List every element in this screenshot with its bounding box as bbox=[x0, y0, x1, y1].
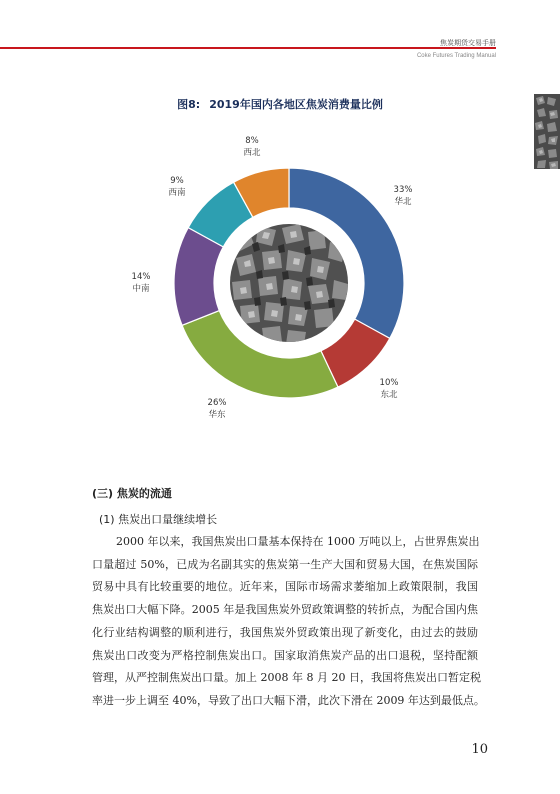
label-xibei-value: 8% bbox=[245, 136, 259, 146]
coke-photo bbox=[229, 223, 349, 344]
label-huadong-value: 26% bbox=[207, 398, 227, 408]
paragraph-line: 管理，从严控制焦炭出口量。加上 2008 年 8 月 20 日，我国将焦炭出口暂定税 bbox=[92, 671, 481, 685]
paragraph-line: 贸易中具有比较重要的地位。近年来，国际市场需求萎缩加上政策限制，我国 bbox=[92, 580, 478, 594]
figure-number: 图8: bbox=[177, 98, 201, 111]
figure-caption: 2019年国内各地区焦炭消费量比例 bbox=[209, 98, 383, 111]
paragraph-line: 化行业结构调整的顺利进行，我国焦炭外贸政策出现了新变化，由过去的鼓励 bbox=[92, 625, 478, 639]
label-xinan-value: 9% bbox=[170, 176, 184, 186]
body-paragraph bbox=[92, 531, 485, 713]
paragraph-line: 口量超过 50%，已成为名副其实的焦炭第一生产大国和贸易大国，在焦炭国际 bbox=[92, 557, 478, 571]
label-huadong-name: 华东 bbox=[208, 410, 226, 420]
label-huabei-value: 33% bbox=[393, 185, 413, 195]
label-dongbei bbox=[380, 378, 399, 400]
paragraph-line: 焦炭出口改变为严格控制焦炭出口。国家取消焦炭产品的出口退税，坚持配额 bbox=[92, 648, 478, 662]
label-dongbei-value: 10% bbox=[379, 378, 399, 388]
label-zhongnan-name: 中南 bbox=[132, 284, 150, 294]
label-xinan-name: 西南 bbox=[168, 188, 186, 198]
label-xinan bbox=[168, 176, 186, 198]
label-huabei-name: 华北 bbox=[394, 197, 412, 207]
subsection-heading: (1) 焦炭出口量继续增长 bbox=[99, 513, 218, 526]
paragraph-line: 2000 年以来，我国焦炭出口量基本保持在 1000 万吨以上，占世界焦炭出 bbox=[116, 535, 480, 548]
header-subtitle: Coke Futures Trading Manual bbox=[416, 53, 496, 59]
label-xibei bbox=[243, 136, 261, 158]
page-number: 10 bbox=[471, 742, 488, 757]
label-zhongnan-value: 14% bbox=[131, 272, 151, 282]
paragraph-line: 焦炭出口大幅下降。2005 年是我国焦炭外贸政策调整的转折点，为配合国内焦 bbox=[92, 603, 478, 617]
label-dongbei-name: 东北 bbox=[380, 390, 398, 400]
label-huadong bbox=[208, 398, 227, 420]
label-zhongnan bbox=[132, 272, 151, 294]
header-title: 焦炭期货交易手册 bbox=[440, 39, 496, 47]
section-heading: (三) 焦炭的流通 bbox=[92, 487, 172, 500]
label-xibei-name: 西北 bbox=[243, 148, 261, 158]
paragraph-line: 率进一步上调至 40%，导致了出口大幅下滑，此次下滑在 2009 年达到最低点。 bbox=[92, 693, 485, 707]
label-huabei bbox=[394, 185, 413, 207]
